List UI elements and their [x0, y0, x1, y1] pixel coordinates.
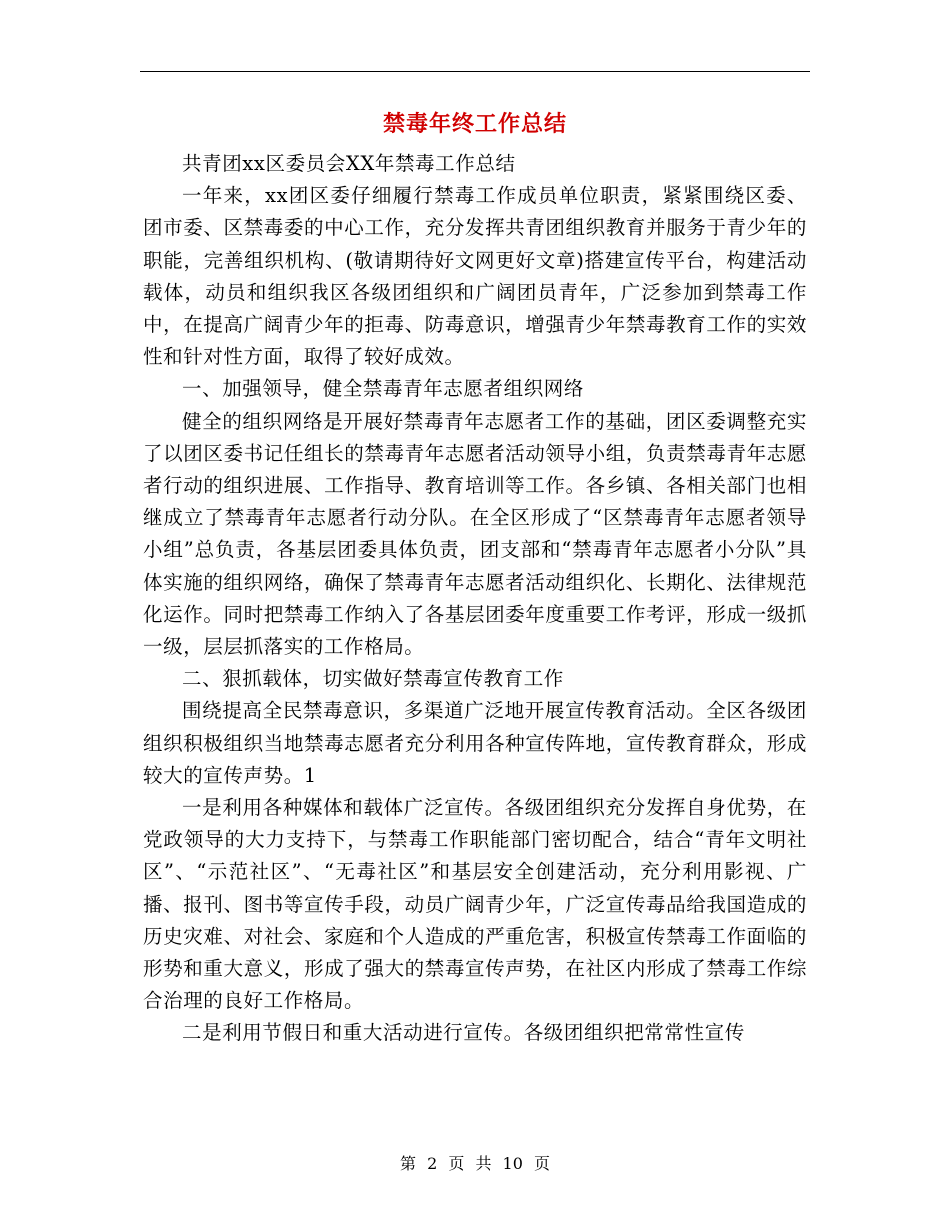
header-rule	[140, 71, 810, 72]
document-title: 禁毒年终工作总结	[382, 112, 567, 137]
body-paragraph: 二是利用节假日和重大活动进行宣传。各级团组织把常常性宣传	[182, 1021, 745, 1045]
body-paragraph: 围绕提高全民禁毒意识，多渠道广泛地开展宣传教育活动。全区各级团组织积极组织当地禁毒志愿者充分利用各种宣传阵地，宣传教育群众，形成较大的宣传声势。1	[143, 699, 807, 787]
page-number: 第 2 页 共 10 页	[400, 1154, 550, 1173]
intro-paragraph: 一年来，xx团区委仔细履行禁毒工作成员单位职责，紧紧围绕区委、团市委、区禁毒委的中心工作，充分发挥共青团组织教育并服务于青少年的职能，完善组织机构、(敬请期待好文网更好文章)搭建宣传平台，构建活动载体，动员和组织我区各级团组织和广阔团员青年，广泛参加到禁毒工作中，在提高广阔青少年的拒毒、防毒意识，增强青少年禁毒教育工作的实效性和针对性方面，取得了较好成效。	[143, 184, 807, 369]
body-paragraph: 一是利用各种媒体和载体广泛宣传。各级团组织充分发挥自身优势，在党政领导的大力支持下，与禁毒工作职能部门密切配合，结合“青年文明社区”、“示范社区”、“无毒社区”和基层安全创建活动，充分利用影视、广播、报刊、图书等宣传手段，动员广阔青少年，广泛宣传毒品给我国造成的历史灾难、对社会、家庭和个人造成的严重危害，积极宣传禁毒工作面临的形势和重大意义，形成了强大的禁毒宣传声势，在社区内形成了禁毒工作综合治理的良好工作格局。	[143, 796, 807, 1013]
section-heading-2: 二、狠抓载体，切实做好禁毒宣传教育工作	[182, 667, 564, 691]
section-heading-1: 一、加强领导，健全禁毒青年志愿者组织网络	[182, 377, 585, 401]
document-body	[143, 148, 807, 1050]
subtitle-paragraph: 共青团xx区委员会XX年禁毒工作总结	[182, 152, 516, 175]
body-paragraph: 健全的组织网络是开展好禁毒青年志愿者工作的基础，团区委调整充实了以团区委书记任组长的禁毒青年志愿者活动领导小组，负责禁毒青年志愿者行动的组织进展、工作指导、教育培训等工作。各乡镇、各相关部门也相继成立了禁毒青年志愿者行动分队。在全区形成了“区禁毒青年志愿者领导小组”总负责，各基层团委具体负责，团支部和“禁毒青年志愿者小分队”具体实施的组织网络，确保了禁毒青年志愿者活动组织化、长期化、法律规范化运作。同时把禁毒工作纳入了各基层团委年度重要工作考评，形成一级抓一级，层层抓落实的工作格局。	[143, 409, 807, 659]
